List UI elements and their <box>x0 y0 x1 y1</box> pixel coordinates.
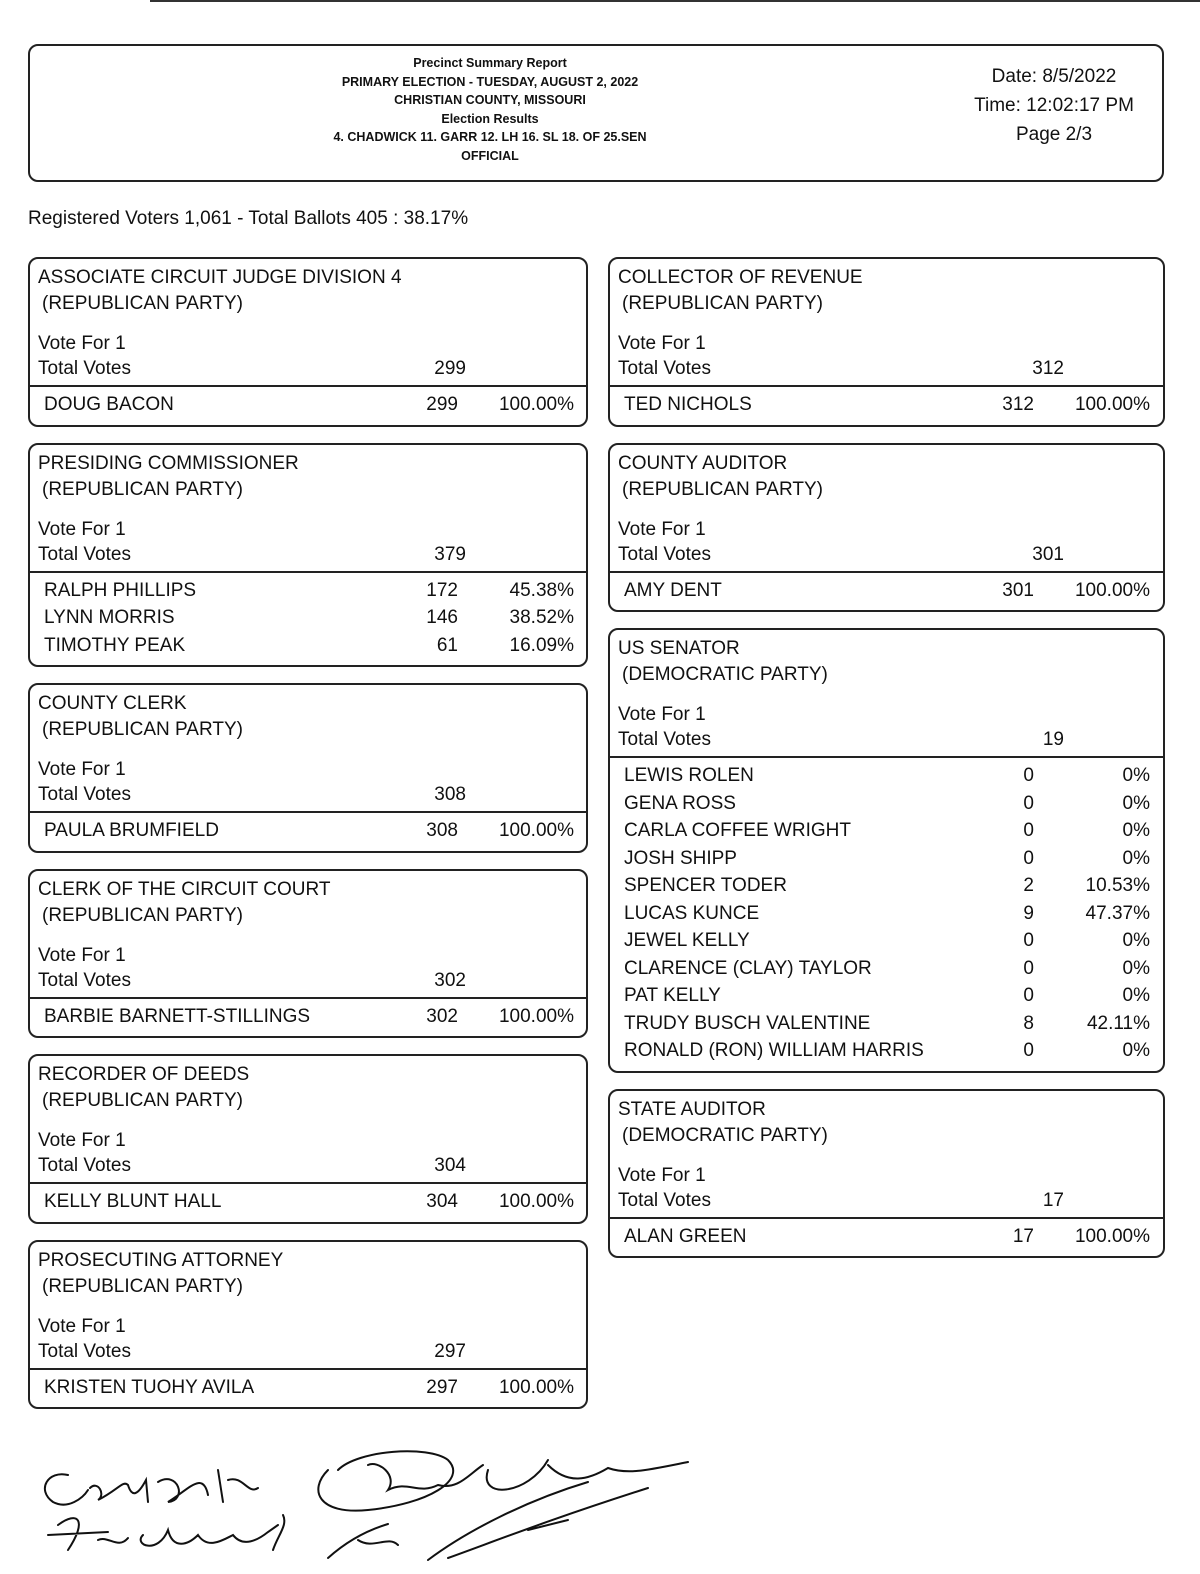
candidate-row <box>30 577 586 605</box>
candidate-row <box>610 817 1163 845</box>
total-votes-row <box>38 542 578 567</box>
candidate-name: RONALD (RON) WILLIAM HARRIS <box>624 1040 924 1061</box>
candidate-percent: 47.37% <box>1085 902 1150 924</box>
candidate-percent: 0% <box>1122 765 1150 786</box>
report-header <box>28 44 1164 182</box>
total-votes-value: 312 <box>1032 358 1064 379</box>
candidate-name: CARLA COFFEE WRIGHT <box>624 820 851 841</box>
candidate-percent: 38.52% <box>509 607 574 628</box>
report-title-block <box>260 54 720 165</box>
total-votes-row <box>618 727 1155 752</box>
candidate-name: KELLY BLUNT HALL <box>44 1191 222 1212</box>
candidate-percent: 0% <box>1122 985 1150 1006</box>
candidate-row <box>610 1223 1163 1251</box>
candidate-name: PAT KELLY <box>624 985 721 1006</box>
race-box-county-clerk <box>28 683 588 853</box>
candidate-percent: 100.00% <box>498 820 574 841</box>
candidate-percent: 45.38% <box>509 579 574 601</box>
candidate-name: LYNN MORRIS <box>44 607 175 628</box>
top-rule <box>150 0 1200 5</box>
candidate-percent: 0% <box>1122 930 1150 951</box>
candidate-votes: 302 <box>426 1005 458 1027</box>
vote-for-label: Vote For 1 <box>618 518 706 540</box>
total-votes-value: 17 <box>1042 1189 1064 1211</box>
race-title: COUNTY CLERK <box>38 693 187 714</box>
candidate-list <box>30 387 586 425</box>
candidate-list <box>610 387 1163 425</box>
candidate-votes: 0 <box>1023 957 1034 979</box>
candidate-row <box>30 1374 586 1402</box>
candidate-row <box>610 900 1163 928</box>
vote-for-label: Vote For 1 <box>38 944 126 966</box>
vote-for-label: Vote For 1 <box>38 518 126 540</box>
candidate-row <box>610 872 1163 900</box>
total-votes-value: 304 <box>434 1155 466 1176</box>
total-votes-row <box>38 782 578 807</box>
candidate-row <box>610 845 1163 873</box>
candidate-votes: 301 <box>1002 579 1034 601</box>
candidate-row <box>610 577 1163 605</box>
vote-for-label: Vote For 1 <box>618 333 706 354</box>
race-title: ASSOCIATE CIRCUIT JUDGE DIVISION 4 <box>38 267 402 288</box>
race-box-state-auditor <box>608 1089 1165 1259</box>
candidate-row <box>610 391 1163 419</box>
total-votes-label: Total Votes <box>38 784 131 805</box>
race-title: COUNTY AUDITOR <box>618 452 788 474</box>
race-header <box>30 1242 586 1370</box>
candidate-list <box>30 573 586 666</box>
total-votes-label: Total Votes <box>618 729 711 750</box>
race-box-recorder-of-deeds <box>28 1054 588 1224</box>
report-title: Precinct Summary Report <box>413 56 567 70</box>
candidate-list <box>30 999 586 1037</box>
turnout-summary: Registered Voters 1,061 - Total Ballots 405 : 38.17% <box>28 208 469 229</box>
report-meta <box>954 62 1154 149</box>
race-party: (REPUBLICAN PARTY) <box>42 478 243 500</box>
vote-for-label: Vote For 1 <box>618 704 706 725</box>
total-votes-value: 299 <box>434 358 466 379</box>
candidate-votes: 8 <box>1023 1012 1034 1034</box>
candidate-votes: 0 <box>1023 820 1034 841</box>
candidate-votes: 297 <box>426 1376 458 1398</box>
candidate-percent: 0% <box>1122 1040 1150 1061</box>
candidate-votes: 312 <box>1002 394 1034 415</box>
total-votes-label: Total Votes <box>38 1340 131 1362</box>
candidate-votes: 17 <box>1012 1225 1034 1247</box>
report-time: Time: 12:02:17 PM <box>974 95 1134 116</box>
total-votes-label: Total Votes <box>38 969 131 991</box>
race-header <box>30 259 586 387</box>
total-votes-label: Total Votes <box>38 1155 131 1176</box>
candidate-name: JEWEL KELLY <box>624 930 750 951</box>
candidate-votes: 308 <box>426 820 458 841</box>
candidate-name: BARBIE BARNETT-STILLINGS <box>44 1005 311 1027</box>
race-header <box>30 685 586 813</box>
race-party: (REPUBLICAN PARTY) <box>42 719 243 740</box>
candidate-votes: 146 <box>426 607 458 628</box>
race-header <box>610 1091 1163 1219</box>
race-box-us-senator <box>608 628 1165 1073</box>
candidate-name: LEWIS ROLEN <box>624 765 754 786</box>
race-title: STATE AUDITOR <box>618 1098 766 1120</box>
candidate-row <box>610 982 1163 1010</box>
race-party: (REPUBLICAN PARTY) <box>42 293 243 314</box>
candidate-votes: 0 <box>1023 1040 1034 1061</box>
race-party: (REPUBLICAN PARTY) <box>42 1090 243 1111</box>
candidate-row <box>30 1188 586 1216</box>
candidate-row <box>30 1003 586 1031</box>
race-party: (REPUBLICAN PARTY) <box>622 293 823 314</box>
candidate-row <box>30 604 586 632</box>
candidate-name: DOUG BACON <box>44 394 174 415</box>
race-title: RECORDER OF DEEDS <box>38 1064 250 1085</box>
candidate-list <box>30 1184 586 1222</box>
race-header <box>30 1056 586 1184</box>
race-header <box>30 445 586 573</box>
candidate-percent: 100.00% <box>1074 1225 1150 1247</box>
candidate-percent: 100.00% <box>498 1376 574 1398</box>
candidate-votes: 0 <box>1023 765 1034 786</box>
candidate-votes: 172 <box>426 579 458 601</box>
candidate-percent: 16.09% <box>509 634 574 656</box>
candidate-name: GENA ROSS <box>624 792 736 814</box>
candidate-votes: 0 <box>1023 792 1034 814</box>
candidate-name: JOSH SHIPP <box>624 847 737 869</box>
candidate-votes: 304 <box>426 1191 458 1212</box>
race-header <box>610 259 1163 387</box>
total-votes-label: Total Votes <box>618 543 711 565</box>
total-votes-value: 19 <box>1042 729 1064 750</box>
county-name: CHRISTIAN COUNTY, MISSOURI <box>394 93 586 107</box>
total-votes-label: Total Votes <box>618 358 711 379</box>
left-column <box>28 257 588 1425</box>
candidate-name: RALPH PHILLIPS <box>44 579 197 601</box>
candidate-name: TRUDY BUSCH VALENTINE <box>624 1012 871 1034</box>
total-votes-label: Total Votes <box>38 543 131 565</box>
candidate-row <box>610 1037 1163 1065</box>
total-votes-value: 379 <box>434 543 466 565</box>
candidate-row <box>610 790 1163 818</box>
candidate-percent: 0% <box>1122 820 1150 841</box>
candidate-percent: 0% <box>1122 792 1150 814</box>
candidate-list <box>610 758 1163 1071</box>
official-label: OFFICIAL <box>461 148 519 163</box>
total-votes-row <box>38 1339 578 1364</box>
race-title: COLLECTOR OF REVENUE <box>618 267 863 288</box>
total-votes-value: 308 <box>434 784 466 805</box>
results-label: Election Results <box>441 111 539 126</box>
vote-for-label: Vote For 1 <box>38 759 126 780</box>
total-votes-row <box>38 356 578 381</box>
candidate-votes: 9 <box>1023 902 1034 924</box>
candidate-percent: 100.00% <box>1074 394 1150 415</box>
race-box-county-auditor <box>608 443 1165 613</box>
election-name: PRIMARY ELECTION - TUESDAY, AUGUST 2, 2022 <box>341 74 639 89</box>
race-header <box>610 445 1163 573</box>
candidate-row <box>610 762 1163 790</box>
total-votes-value: 301 <box>1032 543 1064 565</box>
candidate-name: AMY DENT <box>624 579 722 601</box>
race-title: PROSECUTING ATTORNEY <box>38 1249 284 1271</box>
right-column <box>608 257 1165 1274</box>
candidate-name: ALAN GREEN <box>624 1225 747 1247</box>
candidate-percent: 100.00% <box>498 1191 574 1212</box>
race-title: US SENATOR <box>618 638 740 659</box>
vote-for-label: Vote For 1 <box>38 1315 126 1337</box>
candidate-votes: 61 <box>436 634 458 656</box>
race-party: (REPUBLICAN PARTY) <box>622 478 823 500</box>
candidate-name: CLARENCE (CLAY) TAYLOR <box>624 957 872 979</box>
candidate-row <box>610 1010 1163 1038</box>
candidate-name: LUCAS KUNCE <box>624 902 760 924</box>
race-title: CLERK OF THE CIRCUIT COURT <box>38 878 331 900</box>
candidate-votes: 0 <box>1023 930 1034 951</box>
race-box-associate-circuit-judge-division-4 <box>28 257 588 427</box>
total-votes-row <box>618 356 1155 381</box>
total-votes-label: Total Votes <box>38 358 131 379</box>
candidate-list <box>610 573 1163 611</box>
report-date: Date: 8/5/2022 <box>991 66 1117 87</box>
race-title: PRESIDING COMMISSIONER <box>38 452 299 474</box>
candidate-list <box>30 813 586 851</box>
race-header <box>30 871 586 999</box>
race-party: (REPUBLICAN PARTY) <box>42 904 243 926</box>
candidate-row <box>30 391 586 419</box>
candidate-votes: 0 <box>1023 985 1034 1006</box>
vote-for-label: Vote For 1 <box>38 333 126 354</box>
candidate-name: TED NICHOLS <box>624 394 752 415</box>
total-votes-row <box>38 968 578 993</box>
candidate-votes: 0 <box>1023 847 1034 869</box>
candidate-percent: 10.53% <box>1085 875 1150 896</box>
race-box-collector-of-revenue <box>608 257 1165 427</box>
race-party: (REPUBLICAN PARTY) <box>42 1275 243 1297</box>
candidate-name: KRISTEN TUOHY AVILA <box>44 1376 255 1398</box>
candidate-percent: 0% <box>1122 847 1150 869</box>
candidate-row <box>30 817 586 845</box>
total-votes-value: 302 <box>434 969 466 991</box>
candidate-list <box>30 1370 586 1408</box>
total-votes-row <box>618 542 1155 567</box>
total-votes-label: Total Votes <box>618 1189 711 1211</box>
candidate-percent: 0% <box>1122 957 1150 979</box>
candidate-percent: 42.11% <box>1086 1012 1150 1034</box>
candidate-votes: 299 <box>426 394 458 415</box>
total-votes-row <box>618 1188 1155 1213</box>
candidate-percent: 100.00% <box>1074 579 1150 601</box>
candidate-list <box>610 1219 1163 1257</box>
total-votes-row <box>38 1153 578 1178</box>
candidate-row <box>610 927 1163 955</box>
candidate-name: TIMOTHY PEAK <box>44 634 186 656</box>
race-box-prosecuting-attorney <box>28 1240 588 1410</box>
candidate-name: SPENCER TODER <box>624 875 787 896</box>
vote-for-label: Vote For 1 <box>618 1164 706 1186</box>
candidate-row <box>30 632 586 660</box>
page-number: Page 2/3 <box>1015 124 1093 145</box>
candidate-percent: 100.00% <box>498 1005 574 1027</box>
candidate-row <box>610 955 1163 983</box>
candidate-name: PAULA BRUMFIELD <box>44 820 219 841</box>
race-party: (DEMOCRATIC PARTY) <box>622 664 828 685</box>
vote-for-label: Vote For 1 <box>38 1130 126 1151</box>
candidate-votes: 2 <box>1023 875 1034 896</box>
precinct-list: 4. CHADWICK 11. GARR 12. LH 16. SL 18. OF 25.SEN <box>333 130 647 144</box>
signatures <box>28 1440 708 1570</box>
total-votes-value: 297 <box>434 1340 466 1362</box>
race-header <box>610 630 1163 758</box>
race-party: (DEMOCRATIC PARTY) <box>622 1124 828 1146</box>
candidate-percent: 100.00% <box>498 394 574 415</box>
race-box-presiding-commissioner <box>28 443 588 668</box>
race-box-clerk-of-the-circuit-court <box>28 869 588 1039</box>
